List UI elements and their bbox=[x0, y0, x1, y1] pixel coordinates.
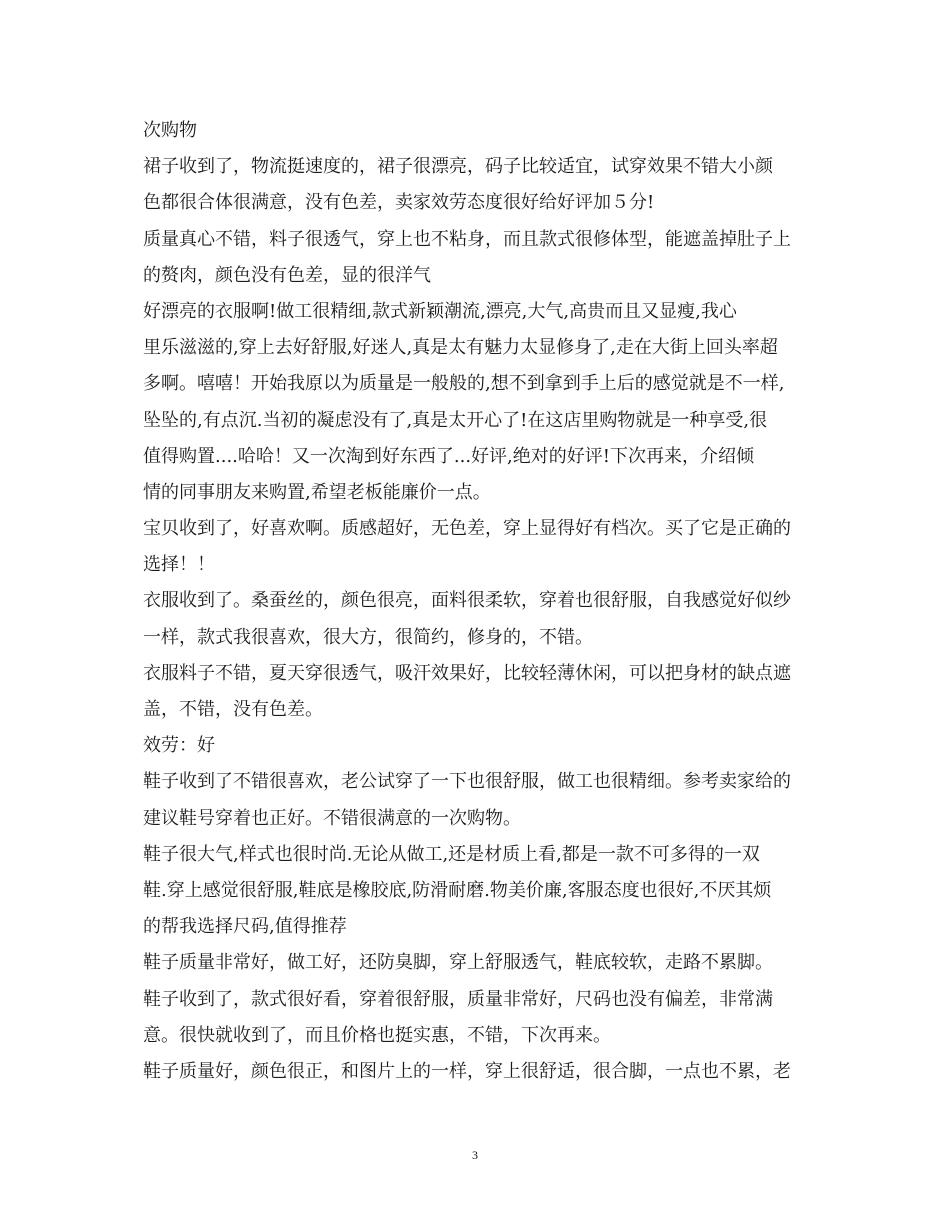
page-number: 3 bbox=[472, 1148, 478, 1162]
text-line: 里乐滋滋的,穿上去好舒服,好迷人,真是太有魅力太显修身了,走在大街上回头率超 bbox=[143, 337, 778, 359]
text-line: 意。很快就收到了，而且价格也挺实惠，不错，下次再来。 bbox=[143, 1024, 611, 1046]
text-line: 宝贝收到了，好喜欢啊。质感超好，无色差，穿上显得好有档次。买了它是正确的 bbox=[143, 518, 791, 540]
text-line: 色都很合体很满意，没有色差，卖家效劳态度很好给好评加５分! bbox=[143, 192, 655, 214]
text-line: 鞋子收到了不错很喜欢，老公试穿了一下也很舒服，做工也很精细。参考卖家给的 bbox=[143, 771, 791, 793]
text-line: 的赘肉，颜色没有色差，显的很洋气 bbox=[143, 264, 431, 286]
text-line: 衣服料子不错，夏天穿很透气，吸汗效果好，比较轻薄休闲，可以把身材的缺点遮 bbox=[143, 662, 791, 684]
text-line: 好漂亮的衣服啊!做工很精细,款式新颖潮流,漂亮,大气,高贵而且又显瘦,我心 bbox=[143, 300, 737, 322]
text-line: 坠坠的,有点沉.当初的凝虑没有了,真是太开心了!在这店里购物就是一种享受,很 bbox=[143, 409, 768, 431]
text-line: 多啊。嘻嘻！开始我原以为质量是一般般的,想不到拿到手上后的感觉就是不一样, bbox=[143, 373, 785, 395]
text-line: 一样，款式我很喜欢，很大方，很简约，修身的，不错。 bbox=[143, 626, 593, 648]
text-line: 盖，不错，没有色差。 bbox=[143, 699, 323, 720]
text-line: 值得购置....哈哈！又一次淘到好东西了...好评,绝对的好评!下次再来，介绍倾 bbox=[143, 445, 755, 467]
text-line: 裙子收到了，物流挺速度的，裙子很漂亮，码子比较适宜，试穿效果不错大小颜 bbox=[143, 156, 773, 178]
text-line: 次购物 bbox=[143, 120, 197, 141]
text-line: 效劳：好 bbox=[143, 735, 215, 757]
text-line: 鞋子质量非常好，做工好，还防臭脚，穿上舒服透气，鞋底较软，走路不累脚。 bbox=[143, 952, 773, 974]
text-line: 建议鞋号穿着也正好。不错很满意的一次购物。 bbox=[143, 807, 521, 829]
text-line: 鞋子收到了，款式很好看，穿着很舒服，质量非常好，尺码也没有偏差，非常满 bbox=[143, 988, 773, 1010]
document-body bbox=[143, 113, 815, 1090]
text-line: 衣服收到了。桑蚕丝的，颜色很亮，面料很柔软，穿着也很舒服，自我感觉好似纱 bbox=[143, 590, 791, 612]
text-line: 的帮我选择尺码,值得推荐 bbox=[143, 916, 347, 938]
text-line: 情的同事朋友来购置,希望老板能廉价一点。 bbox=[143, 481, 491, 503]
text-line: 鞋子质量好，颜色很正，和图片上的一样，穿上很舒适，很合脚，一点也不累，老 bbox=[143, 1060, 791, 1082]
text-line: 质量真心不错，料子很透气，穿上也不粘身，而且款式很修体型，能遮盖掉肚子上 bbox=[143, 228, 791, 250]
text-line: 选择！！ bbox=[143, 554, 215, 576]
text-line: 鞋子很大气,样式也很时尚.无论从做工,还是材质上看,都是一款不可多得的一双 bbox=[143, 843, 760, 865]
text-line: 鞋.穿上感觉很舒服,鞋底是橡胶底,防滑耐磨.物美价廉,客服态度也很好,不厌其烦 bbox=[143, 879, 772, 901]
